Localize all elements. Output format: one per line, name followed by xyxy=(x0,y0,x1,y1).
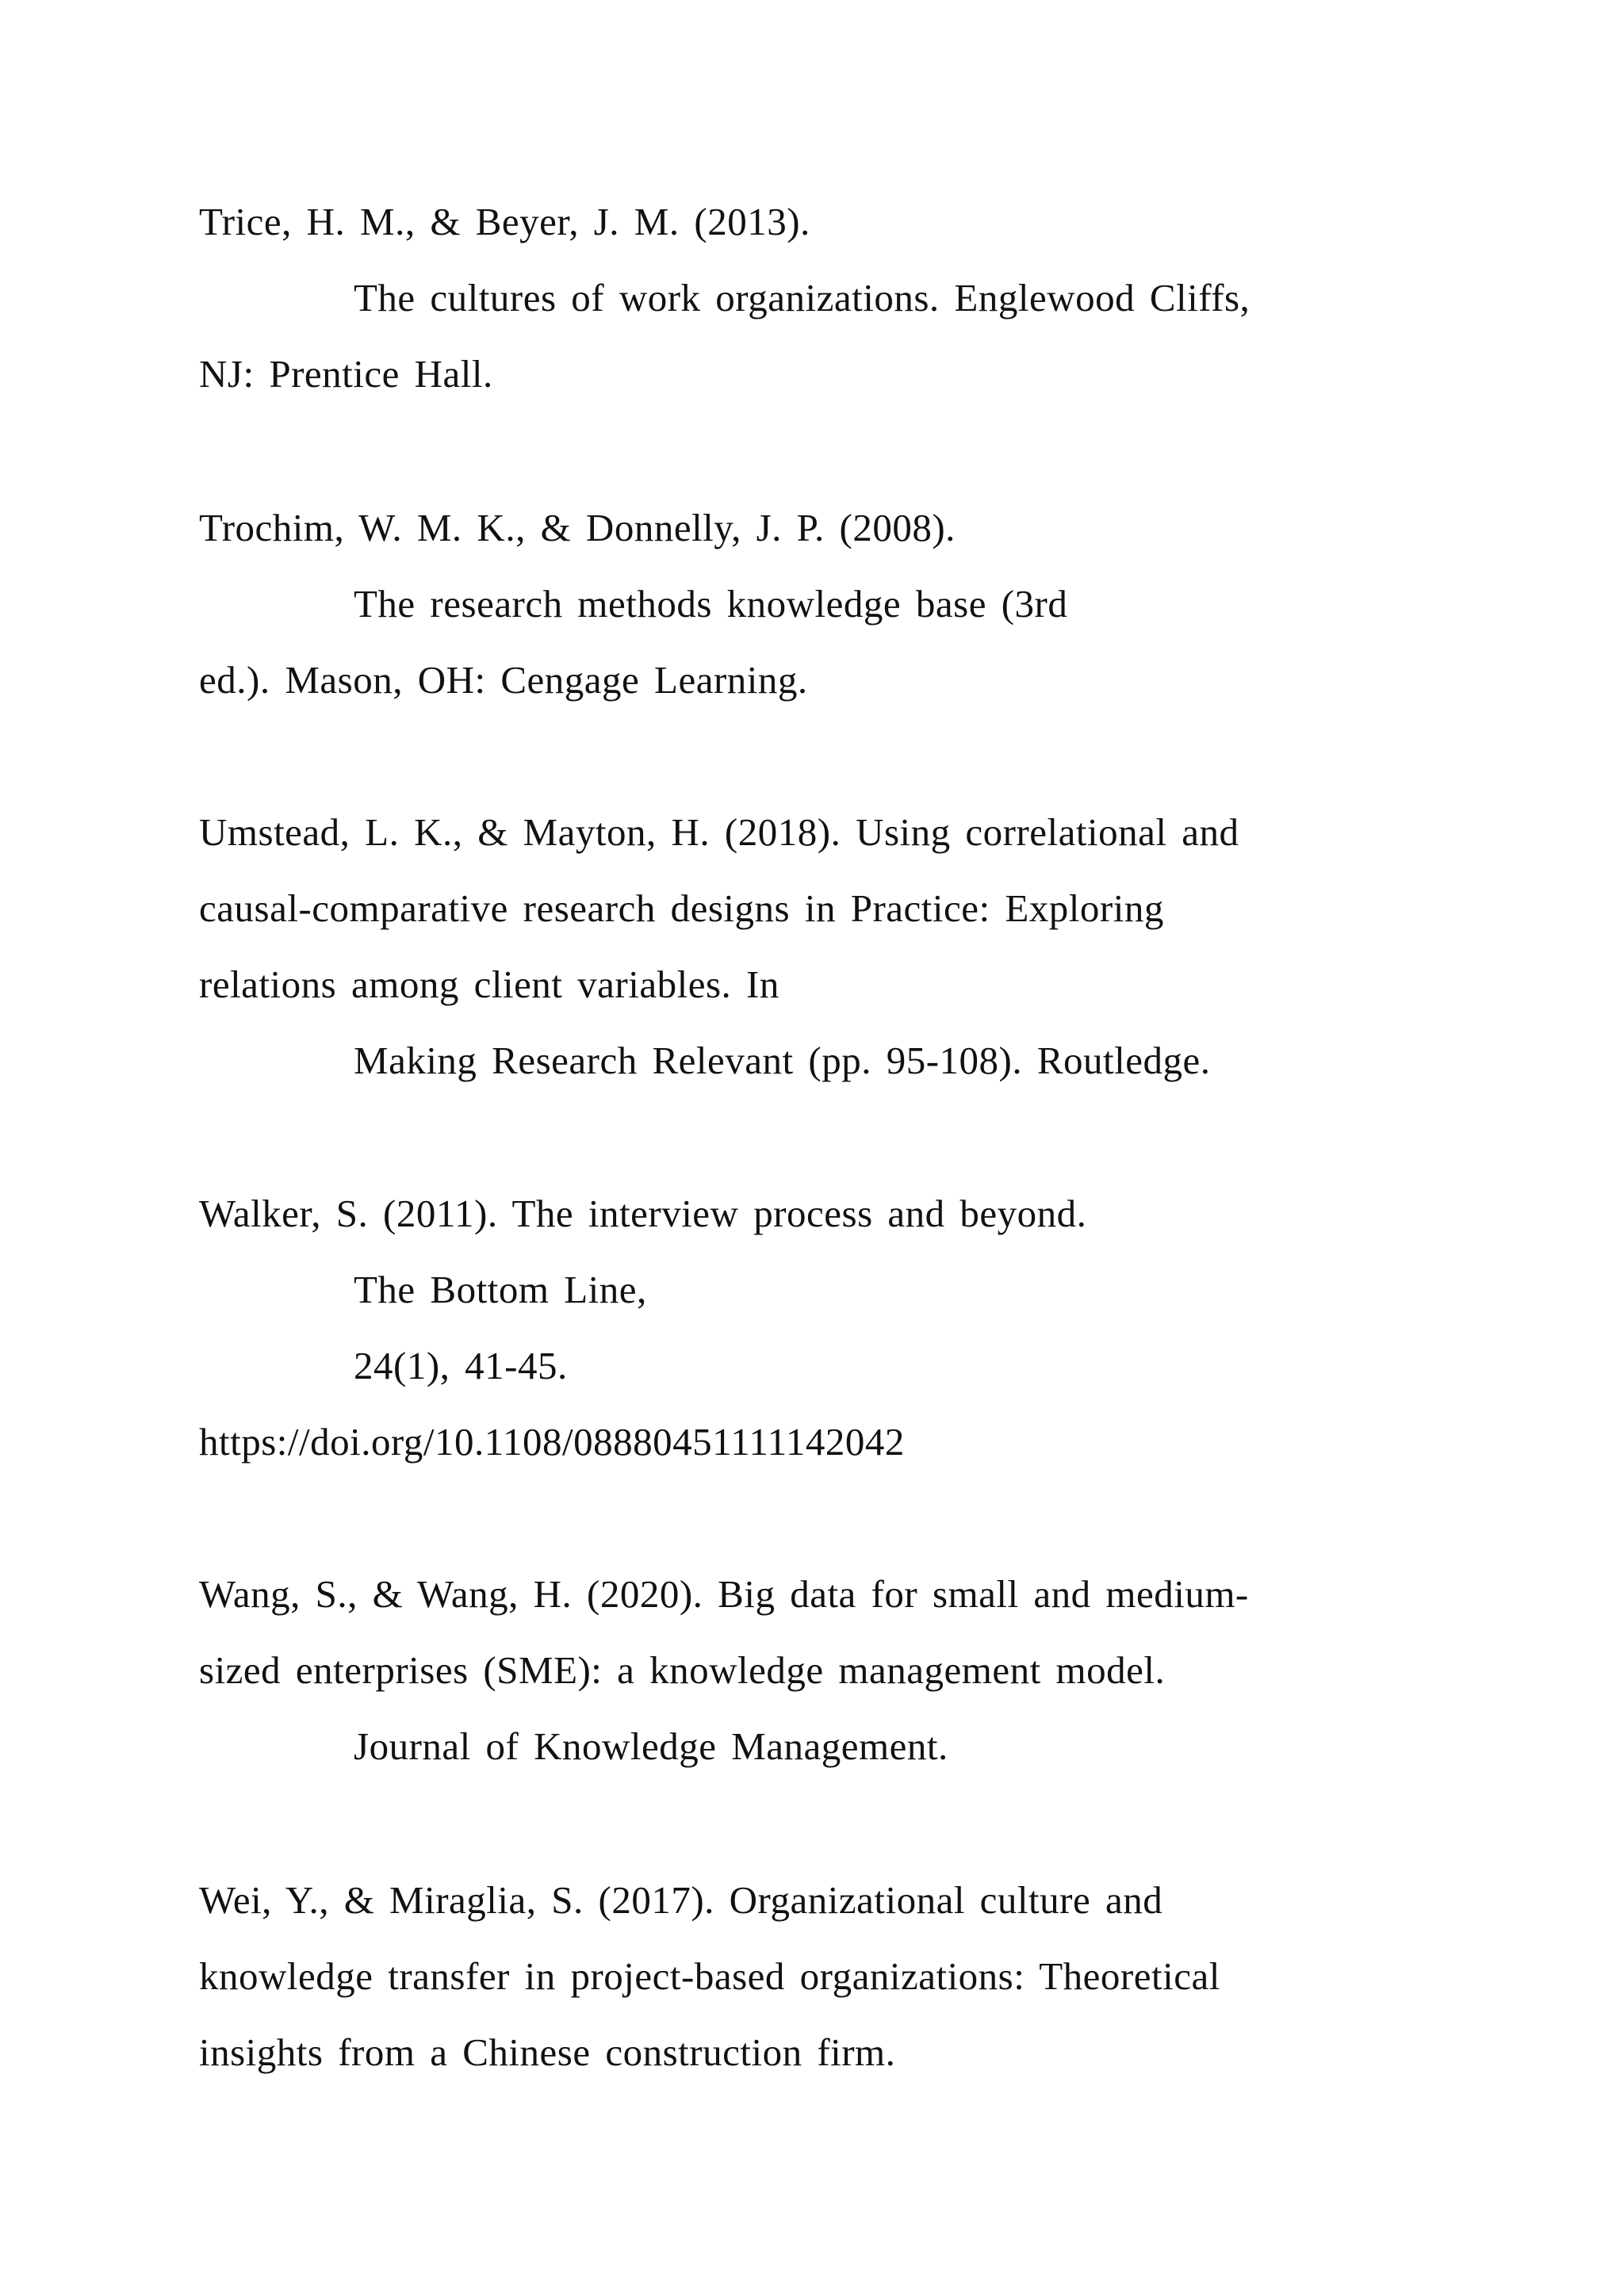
reference-line: insights from a Chinese construction firm. xyxy=(199,2030,896,2074)
reference-line: NJ: Prentice Hall. xyxy=(199,352,493,396)
reference-line: Making Research Relevant (pp. 95-108). Routledge. xyxy=(354,1039,1211,1082)
reference-line: causal-comparative research designs in Practice: Exploring xyxy=(199,886,1164,930)
reference-line: Journal of Knowledge Management. xyxy=(354,1724,948,1768)
reference-line: ed.). Mason, OH: Cengage Learning. xyxy=(199,658,808,702)
reference-line: Umstead, L. K., & Mayton, H. (2018). Using correlational and xyxy=(199,810,1239,854)
reference-line: Wang, S., & Wang, H. (2020). Big data for small and medium- xyxy=(199,1572,1249,1616)
reference-line: Trice, H. M., & Beyer, J. M. (2013). xyxy=(199,200,810,243)
reference-line: Trochim, W. M. K., & Donnelly, J. P. (2008). xyxy=(199,506,956,549)
doi-link[interactable]: https://doi.org/10.1108/08880451111142042 xyxy=(199,1420,905,1464)
reference-line: The Bottom Line, xyxy=(354,1268,647,1311)
reference-line: The research methods knowledge base (3rd xyxy=(354,582,1068,626)
reference-line: sized enterprises (SME): a knowledge management model. xyxy=(199,1648,1166,1692)
reference-line: knowledge transfer in project-based organizations: Theoretical xyxy=(199,1954,1220,1998)
reference-line: Wei, Y., & Miraglia, S. (2017). Organizational culture and xyxy=(199,1878,1163,1922)
reference-line: The cultures of work organizations. Englewood Cliffs, xyxy=(354,276,1251,320)
reference-line: Walker, S. (2011). The interview process and beyond. xyxy=(199,1192,1087,1235)
reference-line: relations among client variables. In xyxy=(199,962,779,1006)
reference-line: 24(1), 41-45. xyxy=(354,1344,568,1387)
